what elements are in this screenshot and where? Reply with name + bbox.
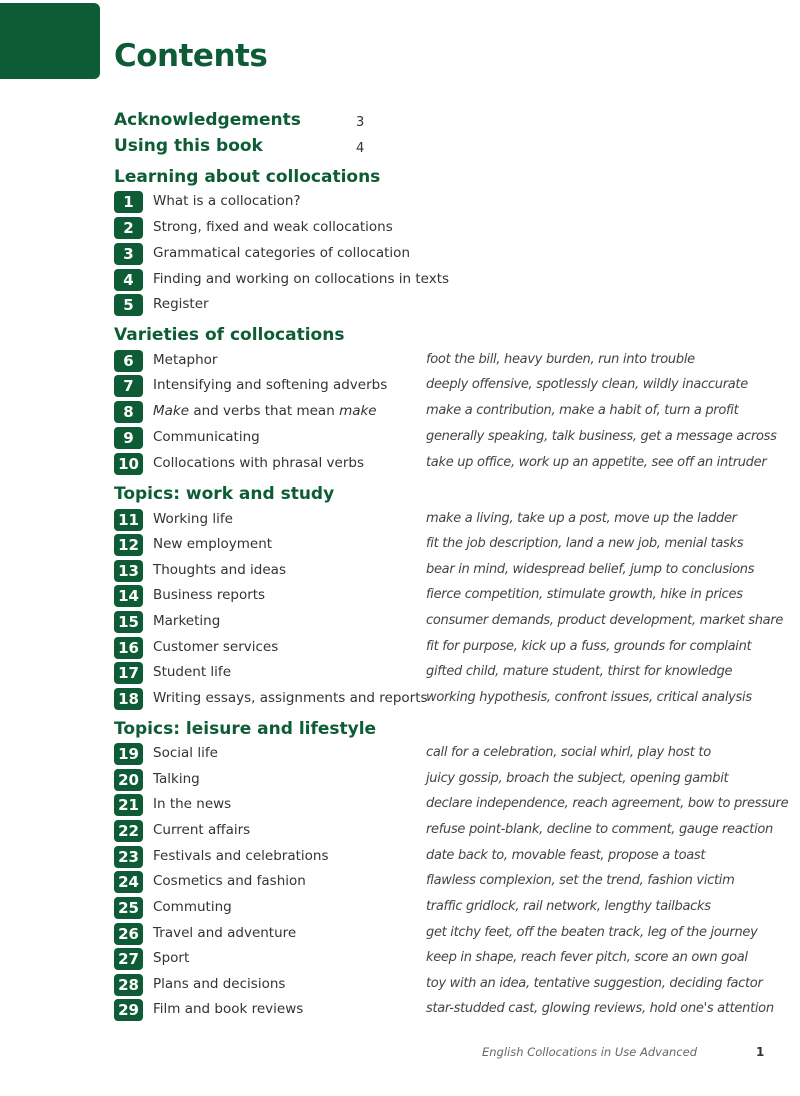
unit-examples: fit the job description, land a new job, menial tasks: [426, 536, 744, 551]
unit-number-badge: 20: [114, 769, 143, 791]
front-matter-using-this-book[interactable]: Using this book: [114, 136, 263, 156]
unit-row[interactable]: [114, 999, 774, 1021]
unit-number-badge: 27: [114, 948, 143, 970]
footer-page-number: 1: [756, 1045, 765, 1059]
unit-number-badge: 11: [114, 509, 143, 531]
unit-examples: keep in shape, reach fever pitch, score an own goal: [426, 950, 748, 965]
unit-row[interactable]: [114, 375, 774, 397]
unit-row[interactable]: [114, 611, 784, 633]
unit-title: Travel and adventure: [153, 925, 297, 941]
unit-title: Grammatical categories of collocation: [153, 245, 410, 261]
unit-title: Writing essays, assignments and reports: [153, 690, 428, 706]
unit-examples: consumer demands, product development, market share: [426, 613, 784, 628]
unit-row[interactable]: [114, 294, 774, 316]
unit-title: Collocations with phrasal verbs: [153, 455, 365, 471]
unit-row[interactable]: [114, 923, 774, 945]
unit-examples: date back to, movable feast, propose a toast: [426, 848, 706, 863]
unit-examples: call for a celebration, social whirl, play host to: [426, 745, 711, 760]
unit-title: Register: [153, 296, 209, 312]
unit-number-badge: 17: [114, 662, 143, 684]
unit-row[interactable]: [114, 688, 774, 710]
unit-title: Strong, fixed and weak collocations: [153, 219, 393, 235]
unit-title: Talking: [153, 771, 200, 787]
unit-number-badge: 24: [114, 871, 143, 893]
unit-title: Thoughts and ideas: [153, 562, 286, 578]
front-matter-page-number: 4: [356, 141, 365, 156]
unit-title: In the news: [153, 796, 232, 812]
front-matter-page-number: 3: [356, 115, 365, 130]
unit-number-badge: 2: [114, 217, 143, 239]
unit-number-badge: 3: [114, 243, 143, 265]
unit-number-badge: 14: [114, 585, 143, 607]
unit-number-badge: 15: [114, 611, 143, 633]
unit-title: Business reports: [153, 587, 266, 603]
unit-examples: flawless complexion, set the trend, fashion victim: [426, 873, 735, 888]
unit-examples: working hypothesis, confront issues, critical analysis: [426, 690, 752, 705]
unit-row[interactable]: [114, 427, 777, 449]
unit-title: Current affairs: [153, 822, 251, 838]
unit-examples: star-studded cast, glowing reviews, hold one's attention: [426, 1001, 774, 1016]
unit-row[interactable]: [114, 191, 774, 213]
section-heading: Topics: leisure and lifestyle: [114, 719, 377, 739]
unit-examples: deeply offensive, spotlessly clean, wildly inaccurate: [426, 377, 748, 392]
unit-row[interactable]: [114, 769, 774, 791]
unit-title: Cosmetics and fashion: [153, 873, 306, 889]
footer-book-title: English Collocations in Use Advanced: [482, 1045, 698, 1059]
unit-row[interactable]: [114, 217, 774, 239]
unit-row[interactable]: [114, 534, 774, 556]
unit-row[interactable]: [114, 243, 774, 265]
unit-row[interactable]: [114, 871, 774, 893]
unit-title-italic-word: make: [339, 403, 377, 419]
unit-title-italic-word: Make: [153, 403, 190, 419]
unit-title: Communicating: [153, 429, 260, 445]
unit-number-badge: 12: [114, 534, 143, 556]
unit-number-badge: 21: [114, 794, 143, 816]
unit-row[interactable]: [114, 743, 774, 765]
unit-row[interactable]: [114, 846, 774, 868]
unit-number-badge: 16: [114, 637, 143, 659]
unit-title: [153, 403, 377, 419]
unit-title: Customer services: [153, 639, 279, 655]
unit-number-badge: 29: [114, 999, 143, 1021]
unit-title: Plans and decisions: [153, 976, 286, 992]
unit-number-badge: 13: [114, 560, 143, 582]
unit-title: Festivals and celebrations: [153, 848, 329, 864]
unit-examples: fierce competition, stimulate growth, hike in prices: [426, 587, 743, 602]
unit-examples: traffic gridlock, rail network, lengthy tailbacks: [426, 899, 711, 914]
unit-row[interactable]: [114, 509, 774, 531]
unit-row[interactable]: [114, 637, 774, 659]
unit-row[interactable]: [114, 897, 774, 919]
unit-examples: juicy gossip, broach the subject, opening gambit: [426, 771, 729, 786]
unit-title: Intensifying and softening adverbs: [153, 377, 388, 393]
unit-title: Film and book reviews: [153, 1001, 304, 1017]
unit-number-badge: 23: [114, 846, 143, 868]
unit-number-badge: 5: [114, 294, 143, 316]
unit-title: Commuting: [153, 899, 232, 915]
unit-title: Marketing: [153, 613, 221, 629]
unit-examples: get itchy feet, off the beaten track, leg of the journey: [426, 925, 758, 940]
unit-number-badge: 1: [114, 191, 143, 213]
unit-examples: make a living, take up a post, move up the ladder: [426, 511, 737, 526]
unit-number-badge: 4: [114, 269, 143, 291]
unit-row[interactable]: [114, 820, 774, 842]
section-heading: Varieties of collocations: [114, 325, 345, 345]
unit-row[interactable]: [114, 585, 774, 607]
unit-title: Finding and working on collocations in texts: [153, 271, 450, 287]
unit-examples: refuse point-blank, decline to comment, gauge reaction: [426, 822, 773, 837]
unit-row[interactable]: [114, 453, 774, 475]
unit-examples: take up office, work up an appetite, see off an intruder: [426, 455, 767, 470]
unit-number-badge: 22: [114, 820, 143, 842]
unit-number-badge: 19: [114, 743, 143, 765]
unit-title: Sport: [153, 950, 190, 966]
unit-examples: make a contribution, make a habit of, turn a profit: [426, 403, 739, 418]
section-heading: Topics: work and study: [114, 484, 335, 504]
unit-title: New employment: [153, 536, 273, 552]
unit-number-badge: 6: [114, 350, 143, 372]
unit-examples: toy with an idea, tentative suggestion, deciding factor: [426, 976, 763, 991]
unit-row[interactable]: [114, 662, 774, 684]
unit-number-badge: 10: [114, 453, 143, 475]
unit-examples: gifted child, mature student, thirst for knowledge: [426, 664, 733, 679]
unit-row[interactable]: [114, 269, 774, 291]
unit-row[interactable]: [114, 794, 789, 816]
unit-title: Student life: [153, 664, 231, 680]
unit-row[interactable]: [114, 974, 774, 996]
unit-row[interactable]: [114, 948, 774, 970]
section-heading: Learning about collocations: [114, 167, 381, 187]
unit-examples: fit for purpose, kick up a fuss, grounds for complaint: [426, 639, 752, 654]
unit-examples: generally speaking, talk business, get a message across: [426, 429, 777, 444]
unit-number-badge: 28: [114, 974, 143, 996]
unit-number-badge: 9: [114, 427, 143, 449]
unit-title: Working life: [153, 511, 233, 527]
unit-title: Social life: [153, 745, 218, 761]
unit-title: What is a collocation?: [153, 193, 301, 209]
unit-examples: bear in mind, widespread belief, jump to conclusions: [426, 562, 755, 577]
unit-number-badge: 25: [114, 897, 143, 919]
header-color-block: [0, 3, 100, 79]
unit-number-badge: 18: [114, 688, 143, 710]
page-title: Contents: [114, 38, 268, 74]
unit-number-badge: 8: [114, 401, 143, 423]
unit-row[interactable]: [114, 350, 774, 372]
unit-row[interactable]: [114, 401, 774, 423]
unit-examples: declare independence, reach agreement, bow to pressure: [426, 796, 789, 811]
unit-row[interactable]: [114, 560, 774, 582]
front-matter-acknowledgements[interactable]: Acknowledgements: [114, 110, 301, 130]
unit-number-badge: 7: [114, 375, 143, 397]
unit-title: Metaphor: [153, 352, 218, 368]
unit-examples: foot the bill, heavy burden, run into trouble: [426, 352, 695, 367]
unit-title-middle: and verbs that mean: [189, 403, 340, 419]
unit-number-badge: 26: [114, 923, 143, 945]
